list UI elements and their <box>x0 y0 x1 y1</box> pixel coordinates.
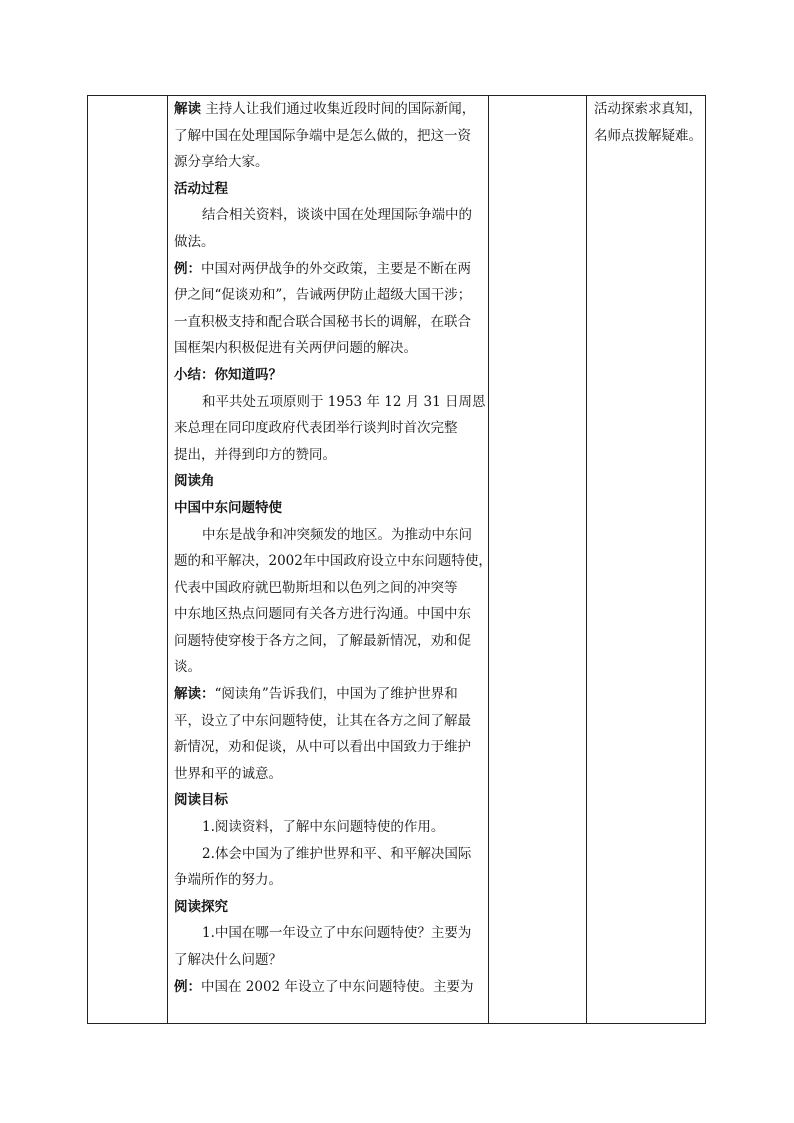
interpretation-line-2: 解读：“阅读角”告诉我们，中国为了维护世界和 <box>174 686 458 703</box>
blank-column-2 <box>489 96 587 1023</box>
mideast-envoy-title: 中国中东问题特使 <box>174 499 282 516</box>
design-intent-column <box>587 96 705 1023</box>
design-intent-text: 活动探索求真知， 名师点拨解疑难。 <box>594 101 702 144</box>
interpretation-label: 解读 <box>174 101 201 117</box>
example-line-2: 例：中国在 2002 年设立了中东问题特使。主要为 <box>174 978 474 995</box>
blank-column <box>88 96 168 1023</box>
reading-corner-heading: 阅读角 <box>174 473 215 490</box>
activity-process-heading: 活动过程 <box>174 180 228 197</box>
lesson-table <box>87 95 706 1024</box>
reading-goal-heading: 阅读目标 <box>174 792 228 809</box>
lesson-content: 解读 主持人让我们通过收集近段时间的国际新闻， 了解中国在处理国际争端中是怎么做的，把这一资 源分享给大家。 活动过程 结合相关资料，谈谈中国在处理国际争端中的 做法。 例：中国对两伊战争的外交政策，主要是不断在两 伊之间“促谈劝和”，告诫两伊防止超级大国干涉； 一直积极支持和配合联合国秘书长的调解，在联合 国框架内积极促进有关两伊问题的解决。 小结：你知道吗？ 和平共处五项原则于 1953 年 12 月 31 日周恩 来总理在同印度政府代表团举行谈判时首次完整 提出，并得到印方的赞同。 阅读角 中国中东问题特使 中东是战争和冲突频发的地区。为推动中东问 题的和平解决，2002年中国政府设立中东问题特使， 代表中国政府就巴勒斯坦和以色列之间的冲突等 中东地区热点问题同有关各方进行沟通。中国中东 问题特使穿梭于各方之间，了解最新情况，劝和促 谈。 解读：“阅读角”告诉我们，中国为了维护世界和 平，设立了中东问题特使，让其在各方之间了解最 新情况，劝和促谈，从中可以看出中国致力于维护 世界和平的诚意。 阅读目标 1.阅读资料，了解中东问题特使的作用。 2.体会中国为了维护世界和平、和平解决国际 争端所作的努力。 阅读探究 1.中国在哪一年设立了中东问题特使？主要为 了解决什么问题？ 例：中国在 2002 年设立了中东问题特使。主要为 <box>174 96 485 1000</box>
interpretation-label-2: 解读： <box>174 686 215 703</box>
reading-inquiry-heading: 阅读探究 <box>174 898 228 915</box>
summary-line: 小结：你知道吗？ <box>174 366 282 383</box>
interpretation-line: 解读 主持人让我们通过收集近段时间的国际新闻， <box>174 101 476 117</box>
example-label: 例： <box>174 260 201 277</box>
example-line: 例：中国对两伊战争的外交政策，主要是不断在两 <box>174 260 471 277</box>
example-label-2: 例： <box>174 978 201 995</box>
summary-label: 小结： <box>174 366 215 383</box>
content-column <box>168 96 492 1023</box>
